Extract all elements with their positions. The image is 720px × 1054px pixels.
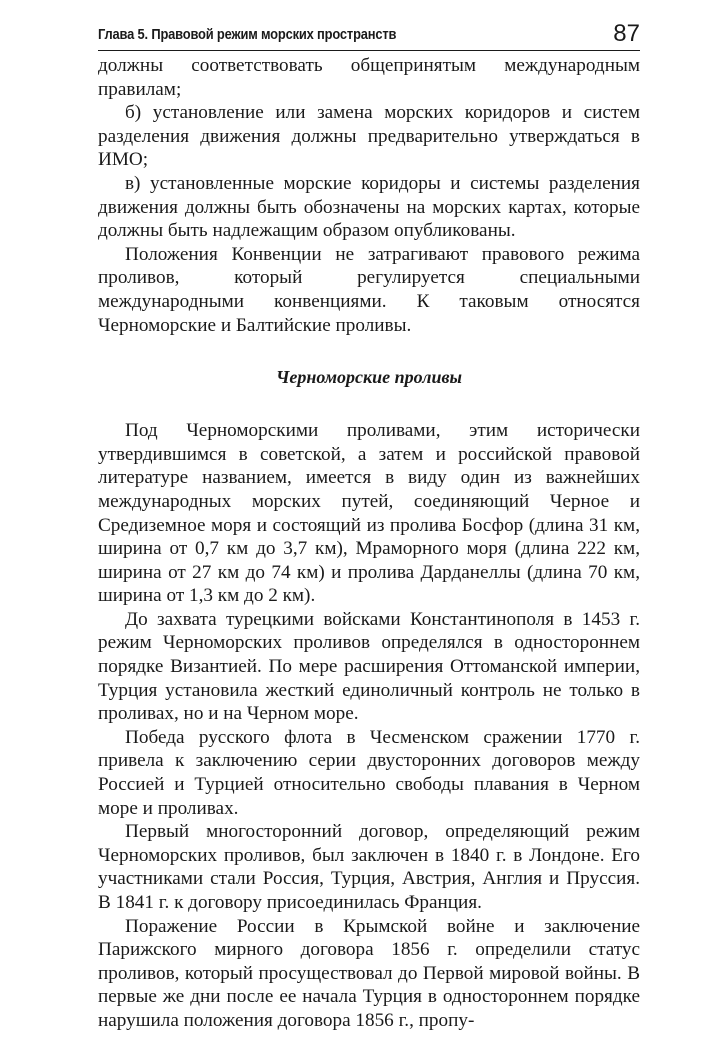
paragraph: в) установленные морские коридоры и системы разделения движения должны быть обозначены на морских картах, которые должны быть надлежащим образом опубликованы.: [98, 172, 640, 242]
paragraph: должны соответствовать общепринятым международным правилам;: [98, 55, 640, 100]
chapter-title: Глава 5. Правовой режим морских пространств: [98, 26, 397, 43]
running-header: [98, 22, 640, 51]
section-heading: Черноморские проливы: [275, 367, 463, 388]
book-page: [98, 22, 640, 1033]
paragraph: Положения Конвенции не затрагивают правового режима проливов, который регулируется специальными международными конвенциями. К таковым относятся Черноморские и Балтийские проливы.: [98, 243, 640, 336]
page-number: 87: [613, 20, 640, 47]
paragraph: Под Черноморскими проливами, этим исторически утвердившимся в советской, а затем и российской правовой литературе названием, имеется в виду один из важнейших международных морских путей, соединяющий Черное и Средиземное моря и состоящий из пролива Босфор (длина 31 км, ширина от 0,7 км до 3,7 км), Мраморного моря (длина 222 км, ширина от 27 км до 74 км) и пролива Дарданеллы (длина 70 км, ширина от 1,3 км до 2 км).: [98, 420, 640, 607]
paragraph: Первый многосторонний договор, определяющий режим Черноморских проливов, был заключен в 1840 г. в Лондоне. Его участниками стали Россия, Турция, Австрия, Англия и Пруссия. В 1841 г. к договору присоединилась Франция.: [98, 821, 640, 913]
body-text: [98, 54, 640, 1033]
paragraph: б) установление или замена морских коридоров и систем разделения движения должны предварительно утверждаться в ИМО;: [98, 102, 640, 171]
paragraph: До захвата турецкими войсками Константинополя в 1453 г. режим Черноморских проливов определялся в одностороннем порядке Византией. По мере расширения Оттоманской империи, Турция установила жесткий единоличный контроль не только в проливах, но и на Черном море.: [98, 608, 640, 725]
paragraph: Поражение России в Крымской войне и заключение Парижского мирного договора 1856 г. определили статус проливов, который просуществовал до Первой мировой войны. В первые же дни после ее начала Турция в одностороннем порядке нарушила положения договора 1856 г., пропу-: [98, 915, 640, 1031]
paragraph: Победа русского флота в Чесменском сражении 1770 г. привела к заключению серии двусторонних договоров между Россией и Турцией относительно свободы плавания в Черном море и проливах.: [98, 726, 640, 819]
